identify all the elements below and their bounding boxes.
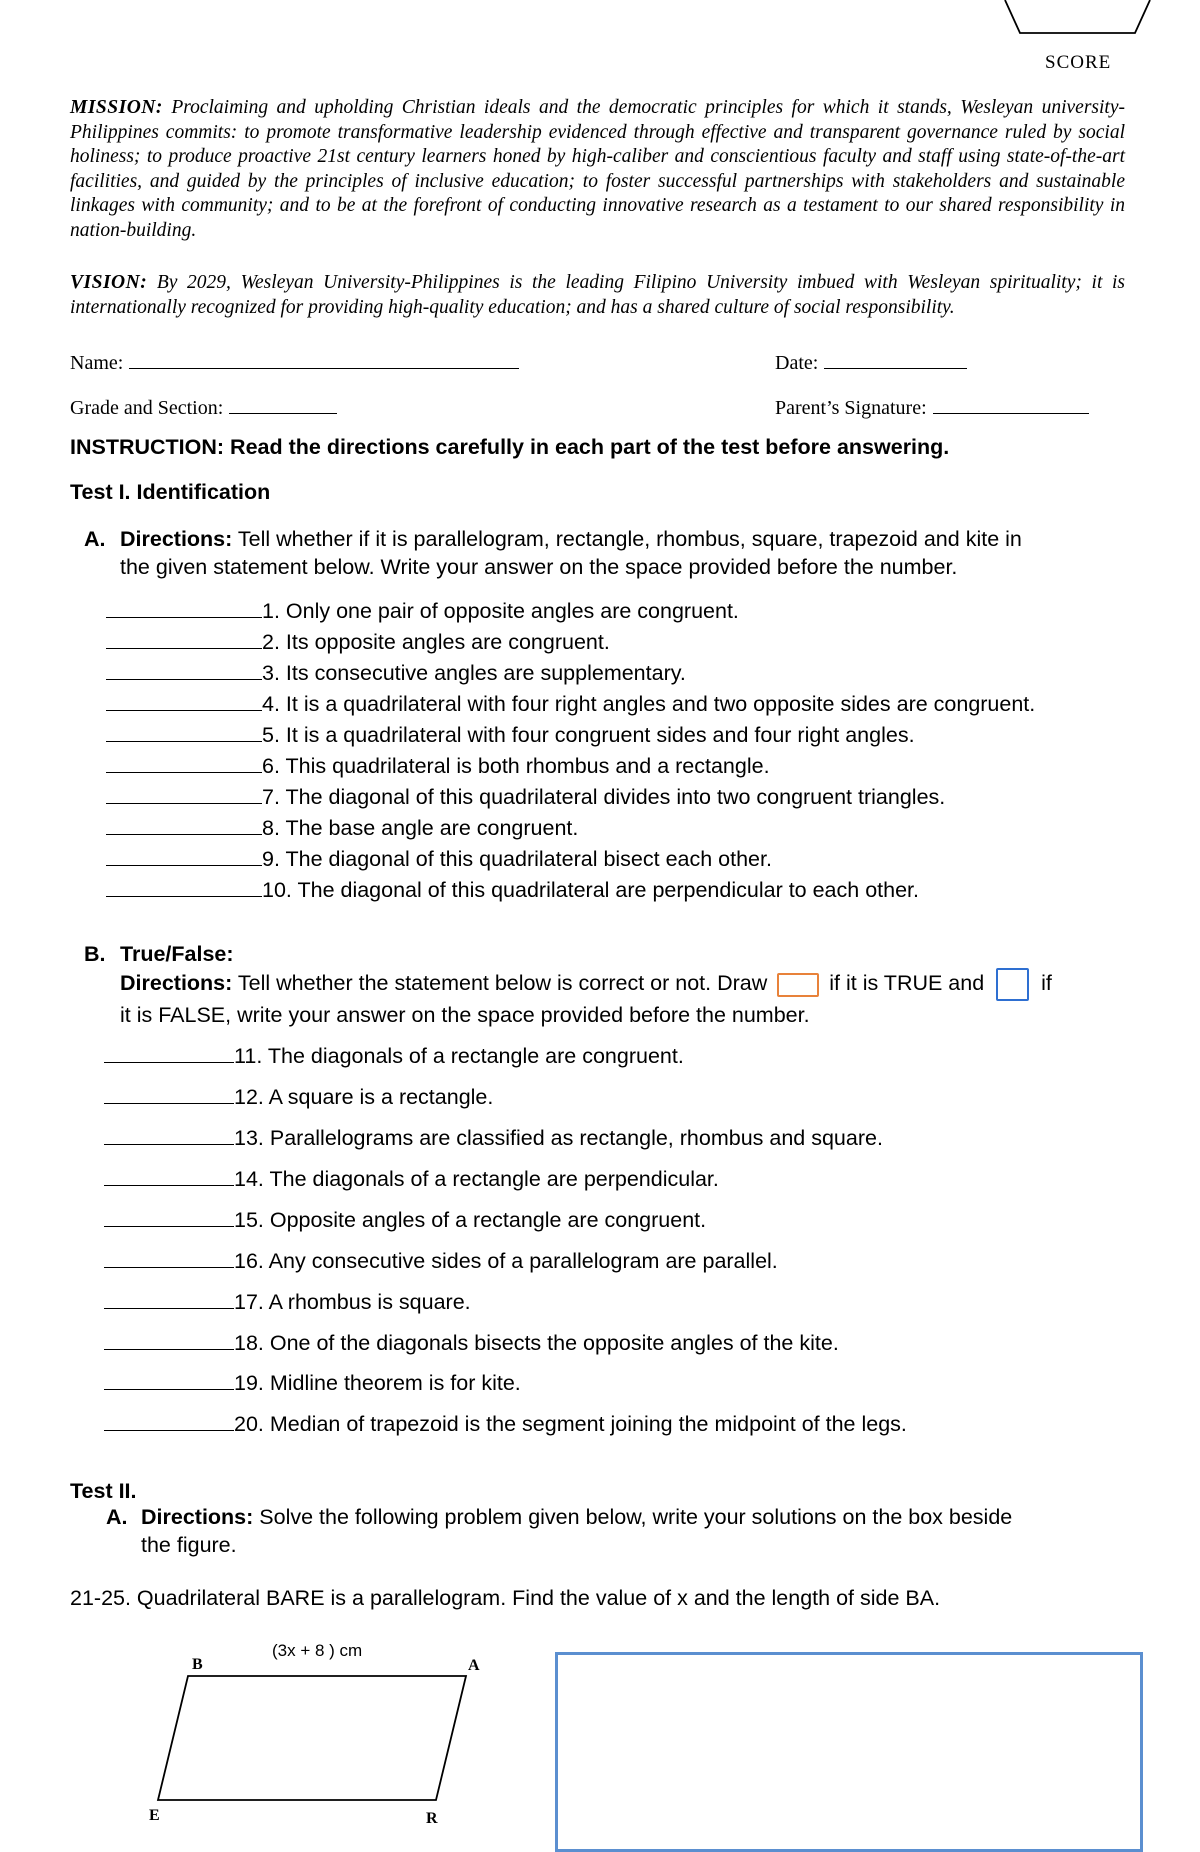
answer-blank[interactable] <box>104 1044 234 1063</box>
score-box <box>995 0 1200 40</box>
list-item: 14. The diagonals of a rectangle are perpendicular. <box>104 1167 719 1192</box>
vertex-e: E <box>149 1807 160 1824</box>
test1-partB-text-before: Tell whether the statement below is correct or not. Draw <box>237 971 768 996</box>
list-item: 1. Only one pair of opposite angles are congruent. <box>106 599 739 624</box>
answer-blank[interactable] <box>106 630 262 649</box>
date-label: Date: <box>775 352 819 374</box>
answer-blank[interactable] <box>106 847 262 866</box>
answer-blank[interactable] <box>106 816 262 835</box>
test1-partB-letter: B. <box>84 942 106 966</box>
test1-partB-text-2: it is FALSE, write your answer on the space provided before the number. <box>120 1003 810 1027</box>
answer-blank[interactable] <box>104 1249 234 1268</box>
answer-blank[interactable] <box>104 1167 234 1186</box>
list-item: 7. The diagonal of this quadrilateral divides into two congruent triangles. <box>106 785 945 810</box>
list-item: 15. Opposite angles of a rectangle are congruent. <box>104 1208 706 1233</box>
mission-text: Proclaiming and upholding Christian ideals and the democratic principles for which it stands, Wesleyan university-Philippines commits: to promote transformative leadership evidenced through effective and transparent governance ruled by social holiness; to produce proactive 21st century learners honed by high-caliber and conscientious faculty and staff using state-of-the-art facilities, and guided by the principles of inclusive education; to foster successful partnerships with stakeholders and sustainable linkages with community; and to be at the forefront of conducting innovative research as a testament to our shared responsibility in nation-building. <box>70 97 1126 241</box>
list-item: 3. Its consecutive angles are supplementary. <box>106 661 686 686</box>
mission-statement <box>70 96 1125 243</box>
answer-blank[interactable] <box>106 754 262 773</box>
square-icon <box>996 968 1029 1001</box>
test2-partA-text-2: the figure. <box>141 1533 237 1557</box>
test2-partA-text-1: Solve the following problem given below, write your solutions on the box beside <box>259 1505 1013 1529</box>
test1-partA-letter: A. <box>84 527 106 551</box>
list-item: 5. It is a quadrilateral with four congruent sides and four right angles. <box>106 723 915 748</box>
name-label: Name: <box>70 352 124 374</box>
test2-problem: 21-25. Quadrilateral BARE is a parallelogram. Find the value of x and the length of side BA. <box>70 1586 941 1610</box>
test2-partA-letter: A. <box>106 1505 128 1529</box>
vertex-a: A <box>468 1657 480 1674</box>
parallelogram-figure <box>140 1636 500 1835</box>
list-item: 9. The diagonal of this quadrilateral bisect each other. <box>106 847 772 872</box>
answer-blank[interactable] <box>104 1126 234 1145</box>
test1-title: Test I. Identification <box>70 480 271 504</box>
list-item: 18. One of the diagonals bisects the opposite angles of the kite. <box>104 1331 839 1356</box>
test2-title: Test II. <box>70 1479 137 1503</box>
answer-blank[interactable] <box>104 1412 234 1431</box>
list-item: 13. Parallelograms are classified as rectangle, rhombus and square. <box>104 1126 883 1151</box>
test2-partA-label: Directions: <box>141 1505 254 1529</box>
test1-partB-label: Directions: <box>120 971 233 996</box>
parent-signature-field <box>775 391 1089 420</box>
test1-partA-label: Directions: <box>120 527 233 551</box>
figure-top-label: (3x + 8 ) cm <box>272 1641 363 1660</box>
vertex-r: R <box>426 1810 438 1827</box>
vision-statement <box>70 271 1125 320</box>
date-field <box>775 346 967 375</box>
list-item: 11. The diagonals of a rectangle are congruent. <box>104 1044 684 1069</box>
test1-partB-text-mid: if it is TRUE and <box>829 971 985 996</box>
grade-section-label: Grade and Section: <box>70 397 224 419</box>
score-label: SCORE <box>1045 52 1112 73</box>
instruction: INSTRUCTION: Read the directions carefully in each part of the test before answering. <box>70 435 950 459</box>
name-line[interactable] <box>129 346 519 369</box>
test1-partB-directions <box>120 968 1130 1029</box>
list-item: 20. Median of trapezoid is the segment joining the midpoint of the legs. <box>104 1412 907 1437</box>
grade-section-field <box>70 391 337 420</box>
list-item: 8. The base angle are congruent. <box>106 816 578 841</box>
mission-label: MISSION: <box>70 97 163 118</box>
rectangle-icon <box>777 973 819 997</box>
vision-text: By 2029, Wesleyan University-Philippines is the leading Filipino University imbued with Wesleyan spirituality; it is internationally recognized for providing high-quality education; and has a shared culture of social responsibility. <box>70 272 1126 318</box>
list-item: 16. Any consecutive sides of a parallelogram are parallel. <box>104 1249 778 1274</box>
parallelogram-bare <box>158 1676 466 1800</box>
test1-partA-text-2: the given statement below. Write your answer on the space provided before the number. <box>120 555 958 579</box>
list-item: 12. A square is a rectangle. <box>104 1085 493 1110</box>
answer-blank[interactable] <box>106 599 262 618</box>
test1-partB-text-after: if <box>1041 971 1052 996</box>
list-item: 4. It is a quadrilateral with four right angles and two opposite sides are congruent. <box>106 692 1035 717</box>
answer-blank[interactable] <box>106 661 262 680</box>
test1-partA-directions <box>120 525 1120 581</box>
vision-label: VISION: <box>70 272 148 293</box>
answer-blank[interactable] <box>106 878 262 897</box>
answer-blank[interactable] <box>104 1208 234 1227</box>
vertex-b: B <box>192 1656 203 1673</box>
answer-blank[interactable] <box>104 1371 234 1390</box>
list-item: 19. Midline theorem is for kite. <box>104 1371 521 1396</box>
test2-partA-directions <box>141 1503 1131 1559</box>
answer-blank[interactable] <box>104 1085 234 1104</box>
answer-blank[interactable] <box>104 1290 234 1309</box>
parent-signature-label: Parent’s Signature: <box>775 397 927 419</box>
test1-partB-title: True/False: <box>120 942 234 966</box>
grade-section-line[interactable] <box>229 391 337 414</box>
list-item: 6. This quadrilateral is both rhombus and a rectangle. <box>106 754 770 779</box>
list-item: 2. Its opposite angles are congruent. <box>106 630 610 655</box>
date-line[interactable] <box>824 346 967 369</box>
answer-blank[interactable] <box>106 785 262 804</box>
solution-box[interactable] <box>555 1652 1143 1852</box>
parent-signature-line[interactable] <box>933 391 1089 414</box>
test1-partA-text-1: Tell whether if it is parallelogram, rectangle, rhombus, square, trapezoid and kite in <box>237 527 1022 551</box>
answer-blank[interactable] <box>104 1331 234 1350</box>
answer-blank[interactable] <box>106 723 262 742</box>
name-field <box>70 346 519 375</box>
list-item: 17. A rhombus is square. <box>104 1290 471 1315</box>
list-item: 10. The diagonal of this quadrilateral are perpendicular to each other. <box>106 878 919 903</box>
answer-blank[interactable] <box>106 692 262 711</box>
